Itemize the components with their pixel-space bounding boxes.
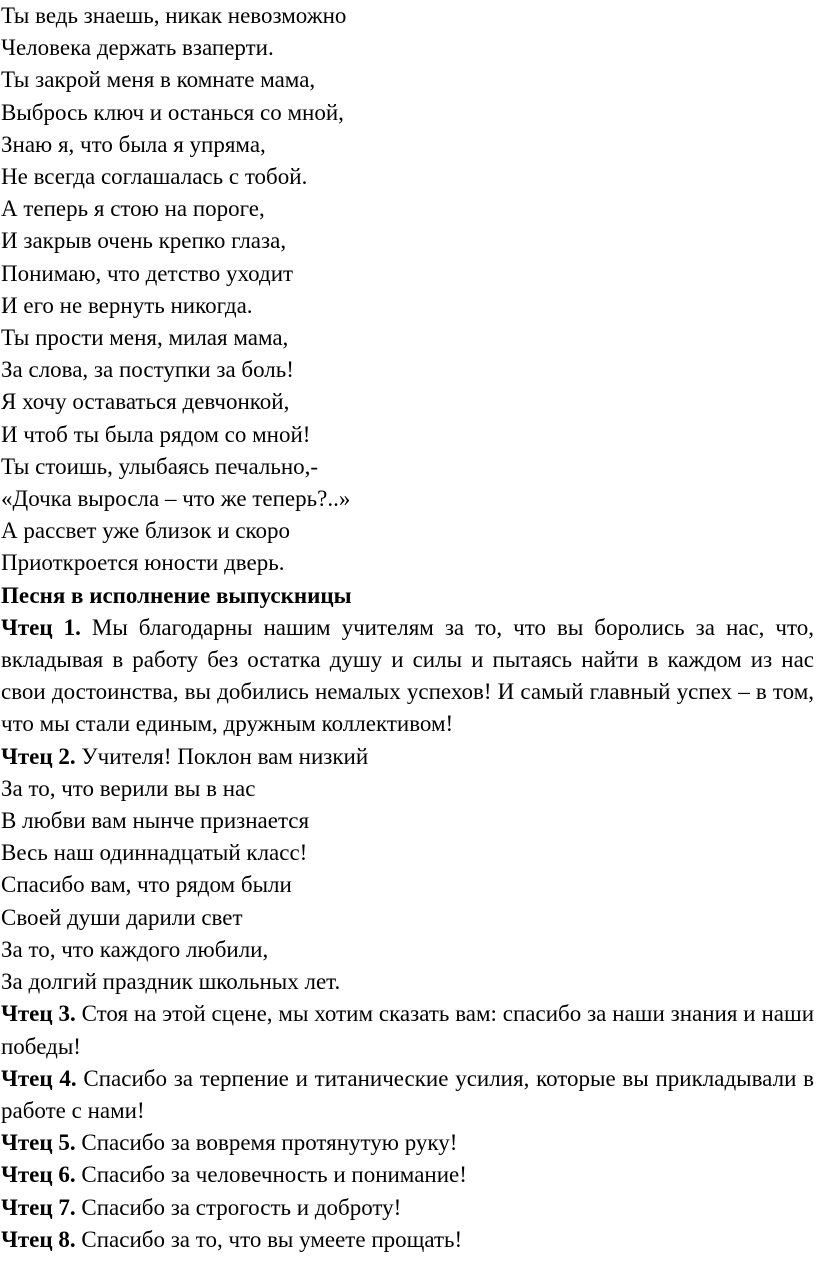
poem-line: За слова, за поступки за боль! xyxy=(1,357,294,383)
poem-line: Не всегда соглашалась с тобой. xyxy=(1,164,308,190)
reader-3-paragraph xyxy=(1,998,814,1062)
reader-7-paragraph xyxy=(1,1192,814,1224)
reader-6-paragraph xyxy=(1,1159,814,1191)
reader-2-line: Своей души дарили свет xyxy=(1,904,243,930)
song-heading: Песня в исполнение выпускницы xyxy=(1,582,352,608)
reader-2-text: Учителя! Поклон вам низкий xyxy=(81,743,369,769)
reader-2-line: За долгий праздник школьных лет. xyxy=(1,969,341,995)
poem-line: И его не вернуть никогда. xyxy=(1,292,253,318)
reader-3-speaker: Чтец 3. xyxy=(1,1001,76,1027)
reader-2-line: За то, что верили вы в нас xyxy=(1,775,256,801)
reader-1-speaker: Чтец 1. xyxy=(1,614,81,640)
poem-line: «Дочка выросла – что же теперь?..» xyxy=(1,486,351,512)
reader-4-text: Спасибо за терпение и титанические усилия, которые вы прикладывали в работе с нами! xyxy=(1,1065,814,1123)
reader-8-text: Спасибо за то, что вы умеете прощать! xyxy=(81,1226,463,1252)
reader-4-paragraph xyxy=(1,1063,814,1127)
reader-8-paragraph xyxy=(1,1224,814,1256)
reader-7-speaker: Чтец 7. xyxy=(1,1194,76,1220)
reader-2-first-line xyxy=(1,741,814,773)
poem-line: Выбрось ключ и останься со мной, xyxy=(1,99,344,125)
poem-line: Приоткроется юности дверь. xyxy=(1,550,285,576)
reader-2-line: Спасибо вам, что рядом были xyxy=(1,872,292,898)
poem-line: Ты закрой меня в комнате мама, xyxy=(1,67,316,93)
poem-line: Ты стоишь, улыбаясь печально,- xyxy=(1,453,319,479)
poem-line: И чтоб ты была рядом со мной! xyxy=(1,421,311,447)
poem-line: Я хочу оставаться девчонкой, xyxy=(1,389,290,415)
reader-3-text: Стоя на этой сцене, мы хотим сказать вам: спасибо за наши знания и наши победы! xyxy=(1,1001,814,1059)
reader-2-poem xyxy=(1,741,814,999)
poem-line: Знаю я, что была я упряма, xyxy=(1,131,266,157)
reader-2-line: В любви вам нынче признается xyxy=(1,808,310,834)
reader-4-speaker: Чтец 4. xyxy=(1,1065,77,1091)
poem-line: Понимаю, что детство уходит xyxy=(1,260,294,286)
reader-1-paragraph xyxy=(1,612,814,741)
poem-line: И закрыв очень крепко глаза, xyxy=(1,228,287,254)
poem-line: А рассвет уже близок и скоро xyxy=(1,518,291,544)
poem-line: А теперь я стою на пороге, xyxy=(1,196,265,222)
reader-5-paragraph xyxy=(1,1127,814,1159)
reader-2-line: За то, что каждого любили, xyxy=(1,936,269,962)
poem-line: Человека держать взаперти. xyxy=(1,35,274,61)
reader-1-text: Мы благодарны нашим учителям за то, что вы боролись за нас, что, вкладывая в работу без остатка душу и силы и пытаясь найти в каждом из нас свои достоинства, вы добились немалых успехов! И самый главный успех – в том, что мы стали единым, дружным коллективом! xyxy=(1,614,814,737)
reader-2-line: Весь наш одиннадцатый класс! xyxy=(1,840,308,866)
reader-8-speaker: Чтец 8. xyxy=(1,1226,76,1252)
reader-5-speaker: Чтец 5. xyxy=(1,1130,76,1156)
reader-6-text: Спасибо за человечность и понимание! xyxy=(81,1162,467,1188)
poem-line: Ты ведь знаешь, никак невозможно xyxy=(1,3,347,28)
reader-6-speaker: Чтец 6. xyxy=(1,1162,76,1188)
reader-2-speaker: Чтец 2. xyxy=(1,743,76,769)
reader-5-text: Спасибо за вовремя протянутую руку! xyxy=(81,1130,458,1156)
reader-7-text: Спасибо за строгость и доброту! xyxy=(81,1194,402,1220)
poem-line: Ты прости меня, милая мама, xyxy=(1,325,289,351)
poem xyxy=(1,0,814,580)
